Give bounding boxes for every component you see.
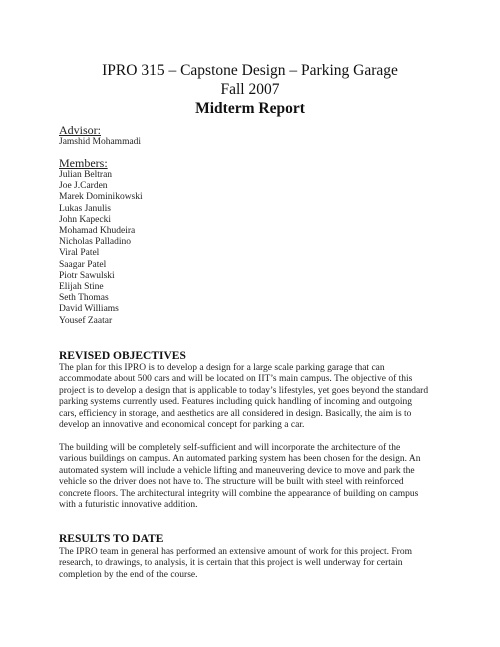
- title-block: [0, 61, 500, 118]
- report-term: Fall 2007: [220, 81, 280, 98]
- member-name: Elijah Stine: [59, 282, 104, 293]
- member-name: Piotr Sawulski: [59, 270, 115, 281]
- advisor-name: Jamshid Mohammadi: [59, 137, 142, 147]
- report-subtitle: Midterm Report: [195, 100, 305, 117]
- objectives-paragraph-2: The building will be completely self-sufficient and will incorporate the architecture of the various buildings on campus. An automated parking system has been chosen for the design. An automated system will include a vehicle lifting and maneuvering device to move and park the vehicle so the driver does not have to. The structure will be built with steel with reinforced concrete floors. The architectural integrity will combine the appearance of building on campus with a futuristic innovative addition.: [59, 443, 421, 511]
- objectives-paragraph-1: The plan for this IPRO is to develop a design for a large scale parking garage that can accommodate about 500 cars and will be located on IIT’s main campus. The objective of this project is to develop a design that is applicable to today’s lifestyles, yet goes beyond the standard parking systems currently used. Features including quick handling of incoming and outgoing cars, efficiency in storage, and aesthetics are all considered in design. Basically, the aim is to develop an innovative and economical concept for parking a car.: [59, 363, 429, 431]
- member-name: Marek Dominikowski: [59, 192, 143, 203]
- member-name: Mohamad Khudeira: [59, 226, 136, 237]
- member-name: Joe J.Carden: [59, 181, 108, 192]
- members-label: Members:: [59, 156, 108, 170]
- member-name: Nicholas Palladino: [59, 237, 132, 248]
- member-name: Viral Patel: [59, 248, 100, 259]
- member-name: Julian Beltran: [59, 170, 113, 180]
- member-name: David Williams: [59, 304, 119, 315]
- members-list: [59, 170, 143, 327]
- member-name: Saagar Patel: [59, 259, 107, 270]
- report-title: IPRO 315 – Capstone Design – Parking Garage: [102, 62, 398, 79]
- member-name: John Kapecki: [59, 214, 111, 225]
- member-name: Lukas Janulis: [59, 203, 111, 214]
- member-name: Yousef Zaatar: [59, 315, 113, 326]
- member-name: Seth Thomas: [59, 293, 109, 304]
- results-heading: RESULTS TO DATE: [59, 533, 164, 545]
- objectives-heading: REVISED OBJECTIVES: [59, 350, 186, 362]
- results-paragraph-1: The IPRO team in general has performed an extensive amount of work for this project. From research, to drawings, to analysis, it is certain that this project is well underway for certain completion by the end of the course.: [59, 547, 412, 580]
- advisor-label: Advisor:: [59, 123, 101, 137]
